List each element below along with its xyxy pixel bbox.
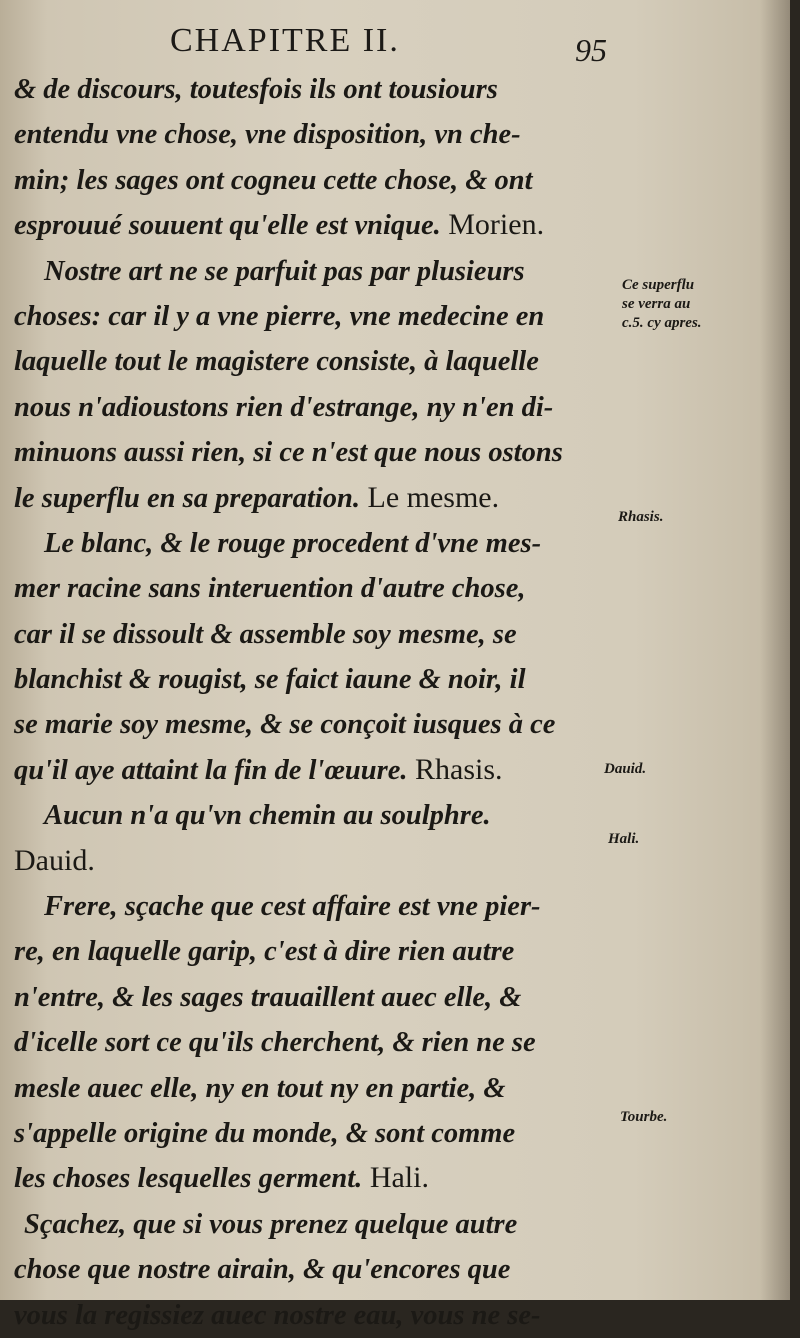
text-line: esprouué souuent qu'elle est vnique. Morien. [14,208,545,242]
margin-note-rhasis: Rhasis. [618,509,664,525]
running-title: CHAPITRE II. [170,22,400,59]
text-line: les choses lesquelles germent. Hali. [14,1161,429,1195]
text-line: se marie soy mesme, & se conçoit iusques à ce [14,709,556,741]
text-line: nous n'adioustons rien d'estrange, ny n'en di- [14,391,554,423]
text-line [14,838,614,883]
paragraph-start-line: Aucun n'a qu'vn chemin au soulphre. [44,800,491,832]
page-number: 95 [575,32,607,68]
paragraph-start-line: Frere, sçache que cest affaire est vne pier- [44,891,541,923]
text-line: d'icelle sort ce qu'ils cherchent, & rien ne se [14,1027,536,1059]
text-line: chose que nostre airain, & qu'encores que [14,1254,511,1286]
text-line: laquelle tout le magistere consiste, à laquelle [14,346,539,378]
text-line: s'appelle origine du monde, & sont comme [14,1117,516,1149]
source-attribution: Hali. [362,1161,429,1195]
source-attribution: Morien. [440,208,545,242]
text-line: vous la regissiez auec nostre eau, vous ne se- [14,1299,541,1331]
text-line: le superflu en sa preparation. Le mesme. [14,480,500,514]
text-line: & de discours, toutesfois ils ont tousiours [14,74,498,105]
text-line: re, en laquelle garip, c'est à dire rien autre [14,936,515,968]
source-attribution: Rhasis. [407,752,503,786]
text-line: entendu vne chose, vne disposition, vn che- [14,119,521,151]
text-line: mer racine sans interuention d'autre chose, [14,573,526,605]
margin-note-dauid: Dauid. [604,761,647,777]
margin-note-superflu: Ce superflu se verra au c.5. cy apres. [622,277,702,331]
margin-note-turba: Tourbe. [620,1109,668,1125]
text-line: blanchist & rougist, se faict iaune & noir, il [14,664,526,696]
text-line: mesle auec elle, ny en tout ny en partie, & [14,1072,506,1104]
text-line: choses: car il y a vne pierre, vne medecine en [14,300,545,332]
paragraph-start-line: Nostre art ne se parfuit pas par plusieurs [44,255,525,287]
paragraph-start-line: Sçachez, que si vous prenez quelque autre [24,1208,518,1240]
text-line: qu'il aye attaint la fin de l'œuure. Rhasis. [14,752,503,786]
text-line: car il se dissoult & assemble soy mesme, se [14,618,517,650]
text-line: n'entre, & les sages trauaillent auec elle, & [14,981,522,1013]
text-line: minuons aussi rien, si ce n'est que nous ostons [14,437,563,469]
paragraph-start-line: Le blanc, & le rouge procedent d'vne mes- [44,527,542,559]
source-attribution: Dauid. [14,843,95,877]
body-text [14,66,614,1337]
margin-note-hali: Hali. [608,831,640,847]
source-attribution: Le mesme. [360,480,500,514]
text-line: min; les sages ont cogneu cette chose, & ont [14,164,533,196]
